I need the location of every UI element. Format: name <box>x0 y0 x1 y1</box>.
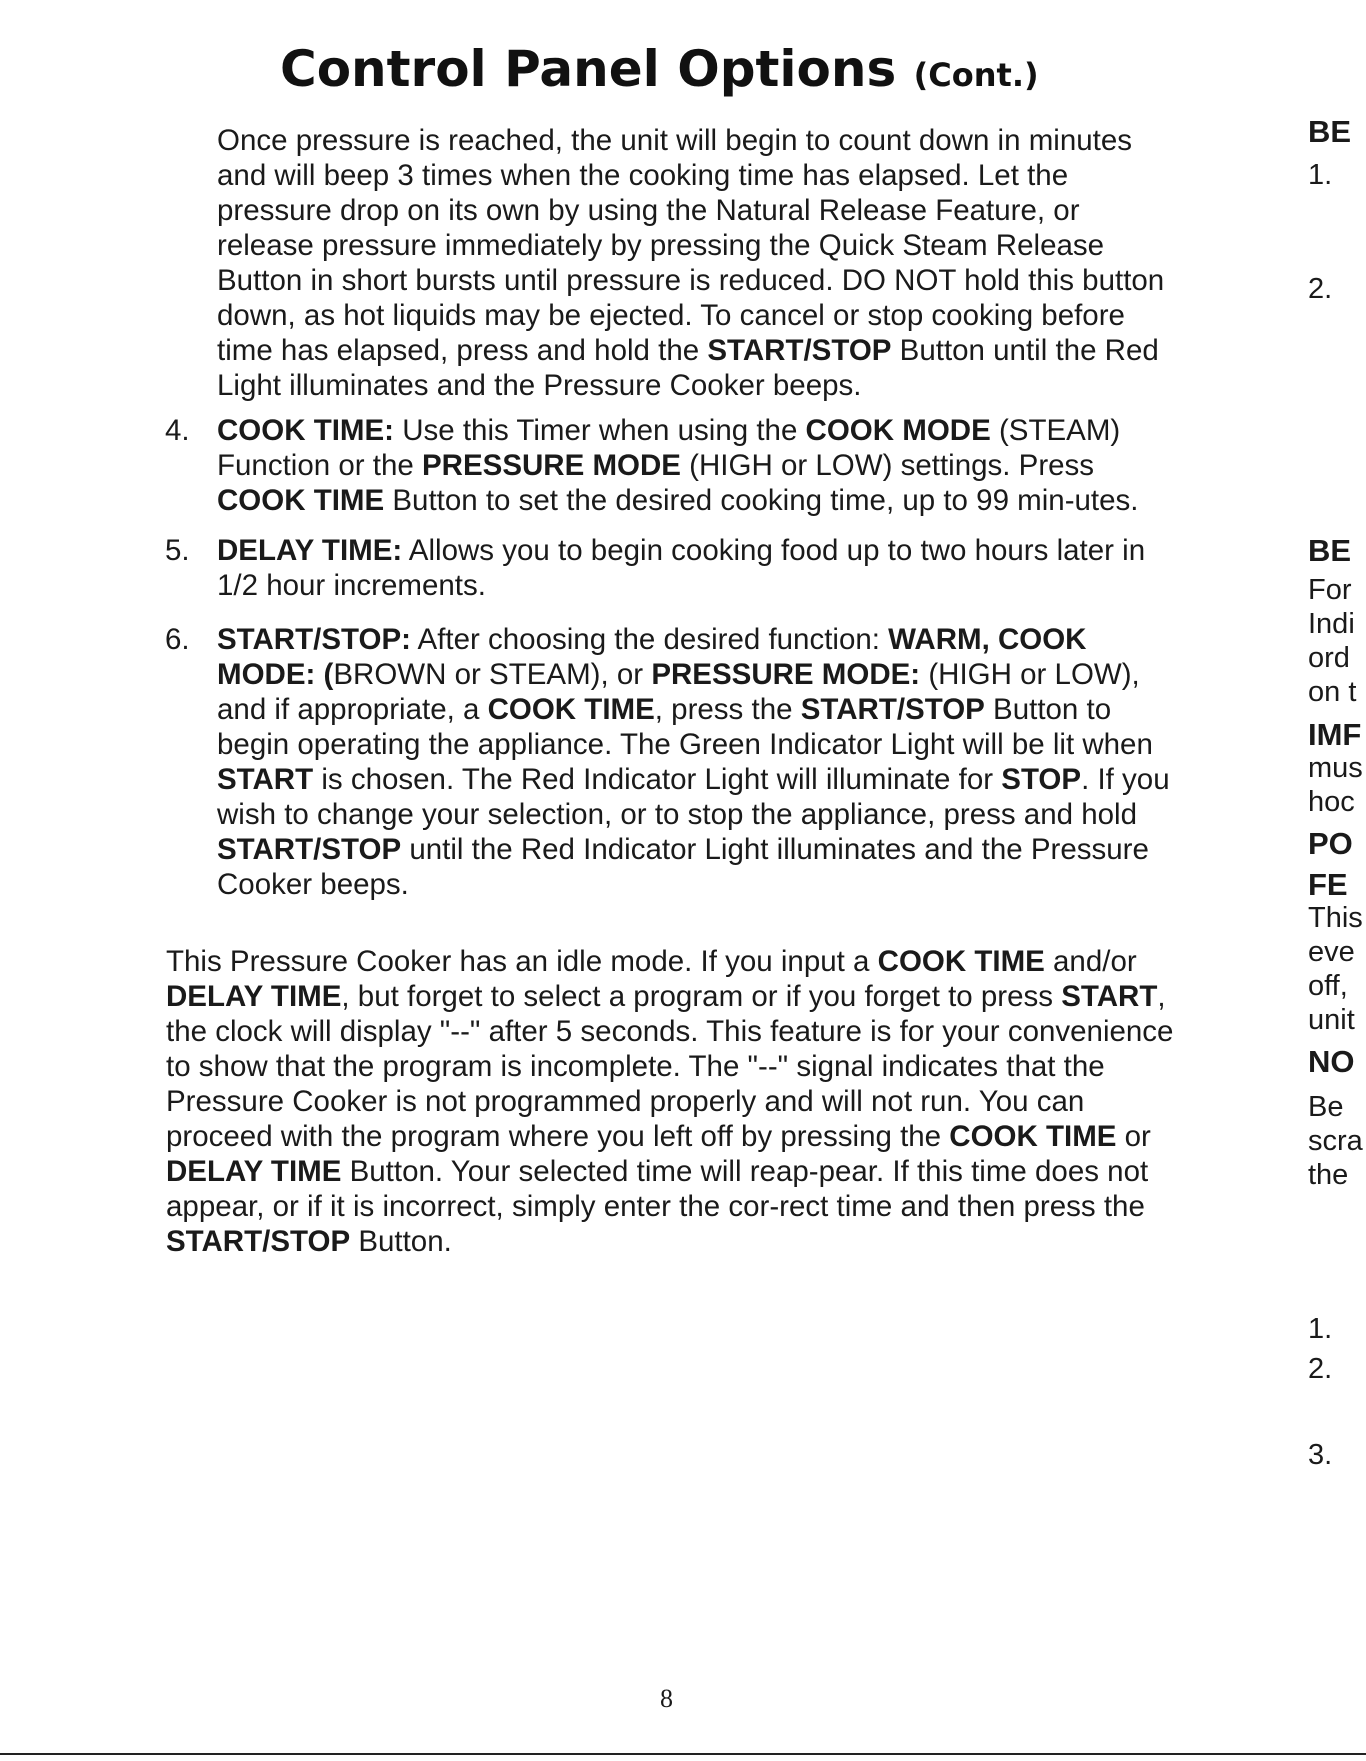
bold-term: DELAY TIME <box>166 980 342 1013</box>
idle-mode-paragraph <box>166 944 1186 1259</box>
bold-term: STOP <box>1001 763 1082 796</box>
bold-term: START/STOP <box>217 833 402 866</box>
edge-text: 2. <box>1308 273 1333 305</box>
edge-text: 1. <box>1308 159 1333 191</box>
edge-heading: BE <box>1308 114 1352 149</box>
text-run: , press the <box>654 693 801 726</box>
title-suffix: (Cont.) <box>913 56 1039 94</box>
text-run: until the Red Indicator Light illuminates and the Pressure Cooker beeps. <box>217 833 1149 901</box>
text-run: (STEAM) Function or the <box>217 414 1121 482</box>
bold-term: START <box>1061 980 1158 1013</box>
list-item <box>160 622 1180 902</box>
edge-text: ord <box>1308 642 1350 674</box>
next-page-edge <box>1308 0 1366 1761</box>
bottom-rule <box>0 1753 1366 1755</box>
bold-term: PRESSURE MODE: <box>651 658 921 691</box>
bold-term: COOK TIME <box>949 1120 1117 1153</box>
edge-heading: IMF <box>1308 717 1362 752</box>
text-run: is chosen. The Red Indicator Light will illuminate for <box>313 763 1002 796</box>
bold-term: COOK TIME <box>487 693 655 726</box>
page-title <box>280 40 1039 98</box>
bold-term: DELAY TIME <box>166 1155 342 1188</box>
bold-term: START/STOP <box>166 1225 351 1258</box>
item-number: 4. <box>165 414 190 447</box>
text-run: Allows you to begin cooking food up to two hours later in 1/2 hour increments. <box>217 534 1146 602</box>
text-run: , but forget to select a program or if you forget to press <box>341 980 1062 1013</box>
text-run: (HIGH or LOW), and if appropriate, a <box>217 658 1140 726</box>
bold-term: COOK TIME: <box>217 414 394 447</box>
text-run: Button. Your selected time will reap-pear. If this time does not appear, or if it is incorrect, simply enter the cor-rect time and then press the <box>166 1155 1149 1223</box>
edge-text: This <box>1308 902 1363 934</box>
edge-text: unit <box>1308 1004 1355 1036</box>
intro-paragraph <box>217 123 1177 403</box>
bold-term: COOK TIME <box>877 945 1045 978</box>
list-item <box>160 413 1180 518</box>
edge-text: scra <box>1308 1125 1363 1157</box>
text-run: or <box>1116 1120 1151 1153</box>
bold-term: COOK TIME <box>217 484 385 517</box>
text-run: Button to set the desired cooking time, up to 99 min-utes. <box>384 484 1139 517</box>
edge-text: on t <box>1308 676 1357 708</box>
item-number: 6. <box>165 623 190 656</box>
edge-text: the <box>1308 1159 1349 1191</box>
edge-heading: BE <box>1308 533 1352 568</box>
edge-text: Be <box>1308 1091 1344 1123</box>
text-run: Once pressure is reached, the unit will begin to count down in minutes and will beep 3 times when the cooking time has elapsed. Let the pressure drop on its own by using the Natural Release Feature, or release pressure immediately by pressing the Quick Steam Release Button in short bursts until pressure is reduced. DO NOT hold this button down, as hot liquids may be ejected. To cancel or stop cooking before time has elapsed, press and hold the <box>217 124 1165 367</box>
edge-heading: NO <box>1308 1044 1355 1079</box>
text-run: Button until the Red Light illuminates and the Pressure Cooker beeps. <box>217 334 1159 402</box>
edge-text: off, <box>1308 970 1348 1002</box>
bold-term: PRESSURE MODE <box>421 449 681 482</box>
page-number: 8 <box>660 1684 673 1713</box>
item-number: 5. <box>165 534 190 567</box>
bold-term: COOK MODE <box>805 414 991 447</box>
edge-text: eve <box>1308 936 1355 968</box>
text-run: After choosing the desired function: <box>410 623 889 656</box>
bold-term: START/STOP <box>800 693 985 726</box>
text-run: . If you wish to change your selection, or to stop the appliance, press and hold <box>217 763 1170 831</box>
text-run: Button. <box>350 1225 452 1258</box>
text-run: This Pressure Cooker has an idle mode. If you input a <box>166 945 878 978</box>
control-options-list <box>160 413 1180 917</box>
text-run: BROWN or STEAM), or <box>333 658 652 691</box>
edge-text: hoc <box>1308 786 1355 818</box>
text-run: and/or <box>1044 945 1137 978</box>
text-run: , the clock will display "--" after 5 seconds. This feature is for your convenience to show that the program is incomplete. The "--" signal indicates that the Pressure Cooker is not programmed properly and will not run. You can proceed with the program where you left off by pressing the <box>166 980 1174 1153</box>
edge-text: 3. <box>1308 1439 1333 1471</box>
edge-heading: FE <box>1308 867 1348 902</box>
edge-heading: PO <box>1308 826 1353 861</box>
text-run: Button to begin operating the appliance. The Green Indicator Light will be lit when <box>217 693 1153 761</box>
bold-term: WARM, COOK MODE: ( <box>217 623 1087 691</box>
edge-text: Indi <box>1308 608 1355 640</box>
edge-text: 2. <box>1308 1353 1333 1385</box>
text-run: (HIGH or LOW) settings. Press <box>680 449 1095 482</box>
title-main: Control Panel Options <box>280 40 897 98</box>
text-run: Use this Timer when using the <box>394 414 806 447</box>
edge-text: mus <box>1308 752 1363 784</box>
bold-term: START/STOP: <box>217 623 411 656</box>
list-item <box>160 533 1180 603</box>
edge-text: 1. <box>1308 1313 1333 1345</box>
bold-term: START <box>217 763 314 796</box>
edge-text: For <box>1308 574 1352 606</box>
bold-term: DELAY TIME: <box>217 534 403 567</box>
bold-term: START/STOP <box>707 334 892 367</box>
